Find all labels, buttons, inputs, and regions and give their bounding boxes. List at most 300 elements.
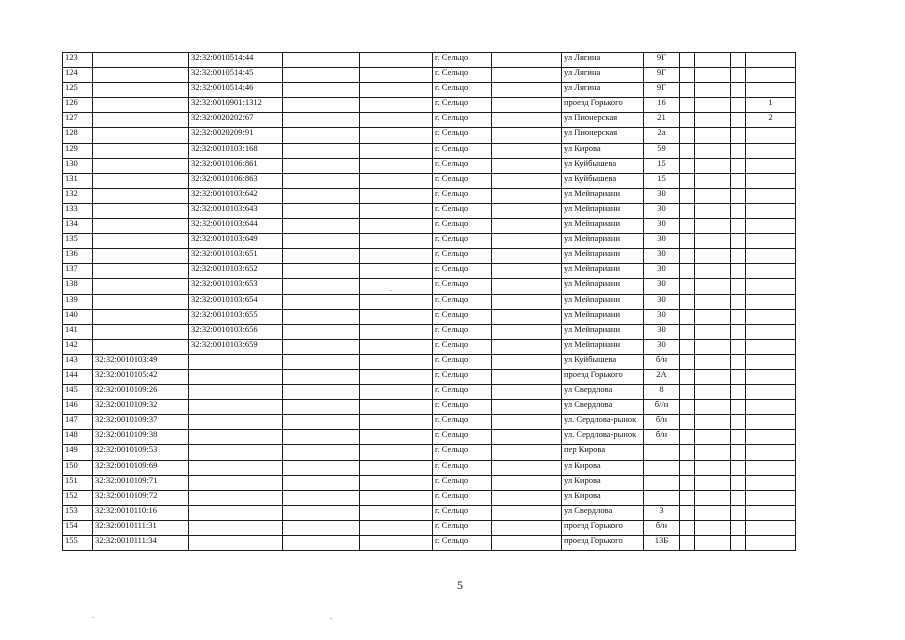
street-cell: проезд Горького [562, 98, 644, 113]
city-cell: г. Сельцо [433, 324, 492, 339]
empty-cell [492, 339, 562, 354]
cadastral-number-a-cell [93, 234, 189, 249]
empty-cell [680, 264, 695, 279]
row-number-cell: 128 [63, 128, 93, 143]
row-number-cell: 132 [63, 188, 93, 203]
street-cell: ул Кирова [562, 490, 644, 505]
street-cell: ул Свердлова [562, 505, 644, 520]
empty-cell [283, 98, 360, 113]
table-row [63, 294, 796, 309]
house-number-cell: 30 [644, 188, 680, 203]
empty-cell [731, 309, 746, 324]
empty-cell [492, 430, 562, 445]
house-number-cell: 8 [644, 385, 680, 400]
empty-cell [695, 294, 731, 309]
row-number-cell: 123 [63, 53, 93, 68]
table-row [63, 324, 796, 339]
extra-number-cell [746, 430, 796, 445]
empty-cell [680, 400, 695, 415]
empty-cell [283, 520, 360, 535]
street-cell: пер Кирова [562, 445, 644, 460]
row-number-cell: 130 [63, 158, 93, 173]
city-cell: г. Сельцо [433, 309, 492, 324]
table-row [63, 53, 796, 68]
empty-cell [283, 354, 360, 369]
street-cell: ул Мейпариани [562, 324, 644, 339]
street-cell: ул Мейпариани [562, 203, 644, 218]
cadastral-number-b-cell: 32:32:0010103:642 [189, 188, 283, 203]
empty-cell [695, 536, 731, 551]
empty-cell [680, 369, 695, 384]
empty-cell [680, 173, 695, 188]
empty-cell [492, 264, 562, 279]
empty-cell [695, 219, 731, 234]
empty-cell [492, 309, 562, 324]
empty-cell [360, 294, 433, 309]
empty-cell [492, 324, 562, 339]
empty-cell [283, 173, 360, 188]
city-cell: г. Сельцо [433, 536, 492, 551]
empty-cell [731, 536, 746, 551]
empty-cell [695, 203, 731, 218]
empty-cell [731, 324, 746, 339]
extra-number-cell: 1 [746, 98, 796, 113]
empty-cell [695, 128, 731, 143]
house-number-cell: 30 [644, 234, 680, 249]
empty-cell [695, 475, 731, 490]
empty-cell [360, 203, 433, 218]
empty-cell [731, 460, 746, 475]
extra-number-cell [746, 143, 796, 158]
table-row [63, 203, 796, 218]
row-number-cell: 135 [63, 234, 93, 249]
house-number-cell: 9Г [644, 83, 680, 98]
empty-cell [680, 415, 695, 430]
empty-cell [360, 460, 433, 475]
cadastral-number-b-cell: 32:32:0010103:168 [189, 143, 283, 158]
city-cell: г. Сельцо [433, 385, 492, 400]
city-cell: г. Сельцо [433, 520, 492, 535]
city-cell: г. Сельцо [433, 158, 492, 173]
cadastral-number-b-cell [189, 505, 283, 520]
house-number-cell: б/н [644, 520, 680, 535]
house-number-cell: 16 [644, 98, 680, 113]
row-number-cell: 151 [63, 475, 93, 490]
house-number-cell: 59 [644, 143, 680, 158]
empty-cell [360, 400, 433, 415]
empty-cell [695, 324, 731, 339]
empty-cell [680, 354, 695, 369]
empty-cell [492, 369, 562, 384]
row-number-cell: 148 [63, 430, 93, 445]
empty-cell [680, 113, 695, 128]
empty-cell [695, 354, 731, 369]
row-number-cell: 154 [63, 520, 93, 535]
table-row [63, 369, 796, 384]
empty-cell [283, 203, 360, 218]
house-number-cell: 30 [644, 294, 680, 309]
empty-cell [492, 505, 562, 520]
cadastral-number-b-cell [189, 520, 283, 535]
extra-number-cell [746, 445, 796, 460]
empty-cell [283, 68, 360, 83]
house-number-cell: 30 [644, 219, 680, 234]
table-row [63, 113, 796, 128]
row-number-cell: 146 [63, 400, 93, 415]
empty-cell [731, 400, 746, 415]
empty-cell [731, 158, 746, 173]
cadastral-number-a-cell [93, 249, 189, 264]
empty-cell [283, 324, 360, 339]
empty-cell [680, 385, 695, 400]
extra-number-cell [746, 339, 796, 354]
empty-cell [283, 430, 360, 445]
empty-cell [283, 369, 360, 384]
cadastral-number-b-cell [189, 445, 283, 460]
row-number-cell: 153 [63, 505, 93, 520]
house-number-cell: 30 [644, 309, 680, 324]
empty-cell [731, 354, 746, 369]
empty-cell [283, 505, 360, 520]
table-row [63, 309, 796, 324]
street-cell: ул Кирова [562, 475, 644, 490]
street-cell: проезд Горького [562, 536, 644, 551]
extra-number-cell [746, 475, 796, 490]
city-cell: г. Сельцо [433, 505, 492, 520]
house-number-cell: 21 [644, 113, 680, 128]
empty-cell [695, 369, 731, 384]
empty-cell [492, 400, 562, 415]
empty-cell [360, 309, 433, 324]
cadastral-number-a-cell [93, 264, 189, 279]
empty-cell [680, 128, 695, 143]
street-cell: ул Мейпариани [562, 188, 644, 203]
cadastral-number-b-cell: 32:32:0010106:861 [189, 158, 283, 173]
city-cell: г. Сельцо [433, 430, 492, 445]
table-row [63, 143, 796, 158]
empty-cell [680, 536, 695, 551]
empty-cell [680, 505, 695, 520]
cadastral-number-b-cell: 32:32:0020202:67 [189, 113, 283, 128]
table-row [63, 83, 796, 98]
extra-number-cell [746, 400, 796, 415]
empty-cell [360, 68, 433, 83]
cadastral-number-b-cell: 32:32:0010514:44 [189, 53, 283, 68]
empty-cell [680, 279, 695, 294]
extra-number-cell [746, 415, 796, 430]
house-number-cell: б//н [644, 400, 680, 415]
table-row [63, 490, 796, 505]
extra-number-cell [746, 354, 796, 369]
house-number-cell: 13Б [644, 536, 680, 551]
empty-cell [680, 83, 695, 98]
extra-number-cell [746, 264, 796, 279]
cadastral-number-b-cell: 32:32:0010103:643 [189, 203, 283, 218]
row-number-cell: 133 [63, 203, 93, 218]
cadastral-number-a-cell: 32:32:0010109:72 [93, 490, 189, 505]
empty-cell [492, 219, 562, 234]
table-row [63, 158, 796, 173]
city-cell: г. Сельцо [433, 188, 492, 203]
empty-cell [695, 113, 731, 128]
house-number-cell: 30 [644, 249, 680, 264]
empty-cell [731, 68, 746, 83]
cadastral-number-a-cell [93, 339, 189, 354]
empty-cell [680, 460, 695, 475]
empty-cell [360, 98, 433, 113]
row-number-cell: 134 [63, 219, 93, 234]
row-number-cell: 124 [63, 68, 93, 83]
cadastral-number-b-cell: 32:32:0010901:1312 [189, 98, 283, 113]
empty-cell [360, 536, 433, 551]
empty-cell [695, 188, 731, 203]
extra-number-cell [746, 536, 796, 551]
empty-cell [492, 354, 562, 369]
empty-cell [492, 158, 562, 173]
empty-cell [492, 188, 562, 203]
cadastral-number-a-cell: 32:32:0010111:31 [93, 520, 189, 535]
empty-cell [360, 475, 433, 490]
empty-cell [360, 445, 433, 460]
empty-cell [680, 309, 695, 324]
cadastral-number-a-cell [93, 158, 189, 173]
cadastral-number-b-cell: 32:32:0020209:91 [189, 128, 283, 143]
empty-cell [283, 490, 360, 505]
empty-cell [492, 83, 562, 98]
empty-cell [731, 53, 746, 68]
cadastral-number-a-cell: 32:32:0010109:53 [93, 445, 189, 460]
empty-cell [731, 369, 746, 384]
house-number-cell: 30 [644, 264, 680, 279]
row-number-cell: 127 [63, 113, 93, 128]
street-cell: ул Мейпариани [562, 309, 644, 324]
empty-cell [695, 385, 731, 400]
row-number-cell: 152 [63, 490, 93, 505]
extra-number-cell [746, 188, 796, 203]
empty-cell [283, 219, 360, 234]
city-cell: г. Сельцо [433, 279, 492, 294]
row-number-cell: 155 [63, 536, 93, 551]
street-cell: ул Мейпариани [562, 249, 644, 264]
row-number-cell: 149 [63, 445, 93, 460]
cadastral-number-b-cell [189, 354, 283, 369]
street-cell: ул Лягина [562, 53, 644, 68]
table-row [63, 460, 796, 475]
cadastral-number-b-cell [189, 490, 283, 505]
empty-cell [695, 415, 731, 430]
city-cell: г. Сельцо [433, 400, 492, 415]
city-cell: г. Сельцо [433, 143, 492, 158]
empty-cell [731, 219, 746, 234]
empty-cell [360, 188, 433, 203]
cadastral-number-b-cell [189, 460, 283, 475]
street-cell: ул Лягина [562, 83, 644, 98]
city-cell: г. Сельцо [433, 128, 492, 143]
cadastral-number-b-cell: 32:32:0010103:653 [189, 279, 283, 294]
empty-cell [680, 490, 695, 505]
city-cell: г. Сельцо [433, 173, 492, 188]
empty-cell [360, 505, 433, 520]
extra-number-cell [746, 83, 796, 98]
table-row [63, 339, 796, 354]
cadastral-number-b-cell [189, 400, 283, 415]
empty-cell [695, 68, 731, 83]
row-number-cell: 131 [63, 173, 93, 188]
empty-cell [695, 173, 731, 188]
street-cell: ул Свердлова [562, 400, 644, 415]
cadastral-number-b-cell: 32:32:0010103:659 [189, 339, 283, 354]
empty-cell [680, 143, 695, 158]
empty-cell [695, 249, 731, 264]
empty-cell [360, 430, 433, 445]
table-row [63, 505, 796, 520]
empty-cell [695, 143, 731, 158]
empty-cell [283, 158, 360, 173]
empty-cell [680, 520, 695, 535]
empty-cell [695, 309, 731, 324]
table-row [63, 354, 796, 369]
empty-cell [731, 490, 746, 505]
cadastral-number-a-cell [93, 128, 189, 143]
extra-number-cell [746, 234, 796, 249]
empty-cell [283, 113, 360, 128]
cadastral-number-b-cell [189, 475, 283, 490]
row-number-cell: 138 [63, 279, 93, 294]
table-row [63, 430, 796, 445]
cadastral-number-b-cell [189, 385, 283, 400]
extra-number-cell [746, 68, 796, 83]
house-number-cell [644, 490, 680, 505]
empty-cell [283, 475, 360, 490]
house-number-cell [644, 445, 680, 460]
empty-cell [695, 279, 731, 294]
cadastral-number-b-cell: 32:32:0010103:651 [189, 249, 283, 264]
empty-cell [492, 68, 562, 83]
empty-cell [731, 83, 746, 98]
empty-cell [283, 83, 360, 98]
empty-cell [492, 128, 562, 143]
street-cell: ул Пионерская [562, 113, 644, 128]
city-cell: г. Сельцо [433, 68, 492, 83]
empty-cell [283, 415, 360, 430]
row-number-cell: 144 [63, 369, 93, 384]
empty-cell [360, 173, 433, 188]
empty-cell [283, 460, 360, 475]
extra-number-cell: 2 [746, 113, 796, 128]
empty-cell [492, 98, 562, 113]
city-cell: г. Сельцо [433, 83, 492, 98]
cadastral-number-b-cell: 32:32:0010103:656 [189, 324, 283, 339]
extra-number-cell [746, 324, 796, 339]
cadastral-number-a-cell: 32:32:0010109:26 [93, 385, 189, 400]
extra-number-cell [746, 505, 796, 520]
empty-cell [695, 490, 731, 505]
empty-cell [695, 430, 731, 445]
extra-number-cell [746, 385, 796, 400]
empty-cell [731, 415, 746, 430]
empty-cell [695, 53, 731, 68]
city-cell: г. Сельцо [433, 460, 492, 475]
empty-cell [680, 445, 695, 460]
empty-cell [731, 188, 746, 203]
empty-cell [731, 98, 746, 113]
empty-cell [360, 520, 433, 535]
table-row [63, 264, 796, 279]
table-row [63, 68, 796, 83]
row-number-cell: 141 [63, 324, 93, 339]
empty-cell [283, 53, 360, 68]
empty-cell [695, 98, 731, 113]
city-cell: г. Сельцо [433, 339, 492, 354]
street-cell: ул Кирова [562, 460, 644, 475]
empty-cell [360, 324, 433, 339]
extra-number-cell [746, 53, 796, 68]
city-cell: г. Сельцо [433, 415, 492, 430]
house-number-cell: б/н [644, 354, 680, 369]
empty-cell [731, 520, 746, 535]
street-cell: ул Мейпариани [562, 234, 644, 249]
empty-cell [492, 143, 562, 158]
empty-cell [360, 369, 433, 384]
cadastral-number-a-cell [93, 294, 189, 309]
cadastral-number-a-cell [93, 143, 189, 158]
scan-speck [92, 617, 94, 618]
street-cell: проезд Горького [562, 369, 644, 384]
street-cell: ул. Сердлова-рынок [562, 415, 644, 430]
empty-cell [492, 475, 562, 490]
cadastral-number-b-cell: 32:32:0010103:649 [189, 234, 283, 249]
house-number-cell: б/н [644, 415, 680, 430]
empty-cell [492, 113, 562, 128]
street-cell: ул. Сердлова-рынок [562, 430, 644, 445]
empty-cell [731, 339, 746, 354]
city-cell: г. Сельцо [433, 490, 492, 505]
empty-cell [283, 249, 360, 264]
empty-cell [695, 505, 731, 520]
extra-number-cell [746, 279, 796, 294]
empty-cell [360, 490, 433, 505]
city-cell: г. Сельцо [433, 294, 492, 309]
city-cell: г. Сельцо [433, 354, 492, 369]
empty-cell [283, 143, 360, 158]
empty-cell [680, 339, 695, 354]
empty-cell [731, 173, 746, 188]
empty-cell [731, 505, 746, 520]
empty-cell [731, 203, 746, 218]
empty-cell [492, 445, 562, 460]
empty-cell [360, 219, 433, 234]
cadastral-number-a-cell [93, 219, 189, 234]
row-number-cell: 150 [63, 460, 93, 475]
empty-cell [731, 445, 746, 460]
house-number-cell: 15 [644, 158, 680, 173]
empty-cell [680, 53, 695, 68]
house-number-cell: 15 [644, 173, 680, 188]
register-table-body [63, 53, 796, 551]
row-number-cell: 139 [63, 294, 93, 309]
empty-cell [283, 339, 360, 354]
empty-cell [680, 249, 695, 264]
extra-number-cell [746, 520, 796, 535]
table-row [63, 536, 796, 551]
empty-cell [731, 385, 746, 400]
empty-cell [680, 430, 695, 445]
empty-cell [680, 234, 695, 249]
city-cell: г. Сельцо [433, 203, 492, 218]
extra-number-cell [746, 219, 796, 234]
empty-cell [283, 309, 360, 324]
extra-number-cell [746, 128, 796, 143]
